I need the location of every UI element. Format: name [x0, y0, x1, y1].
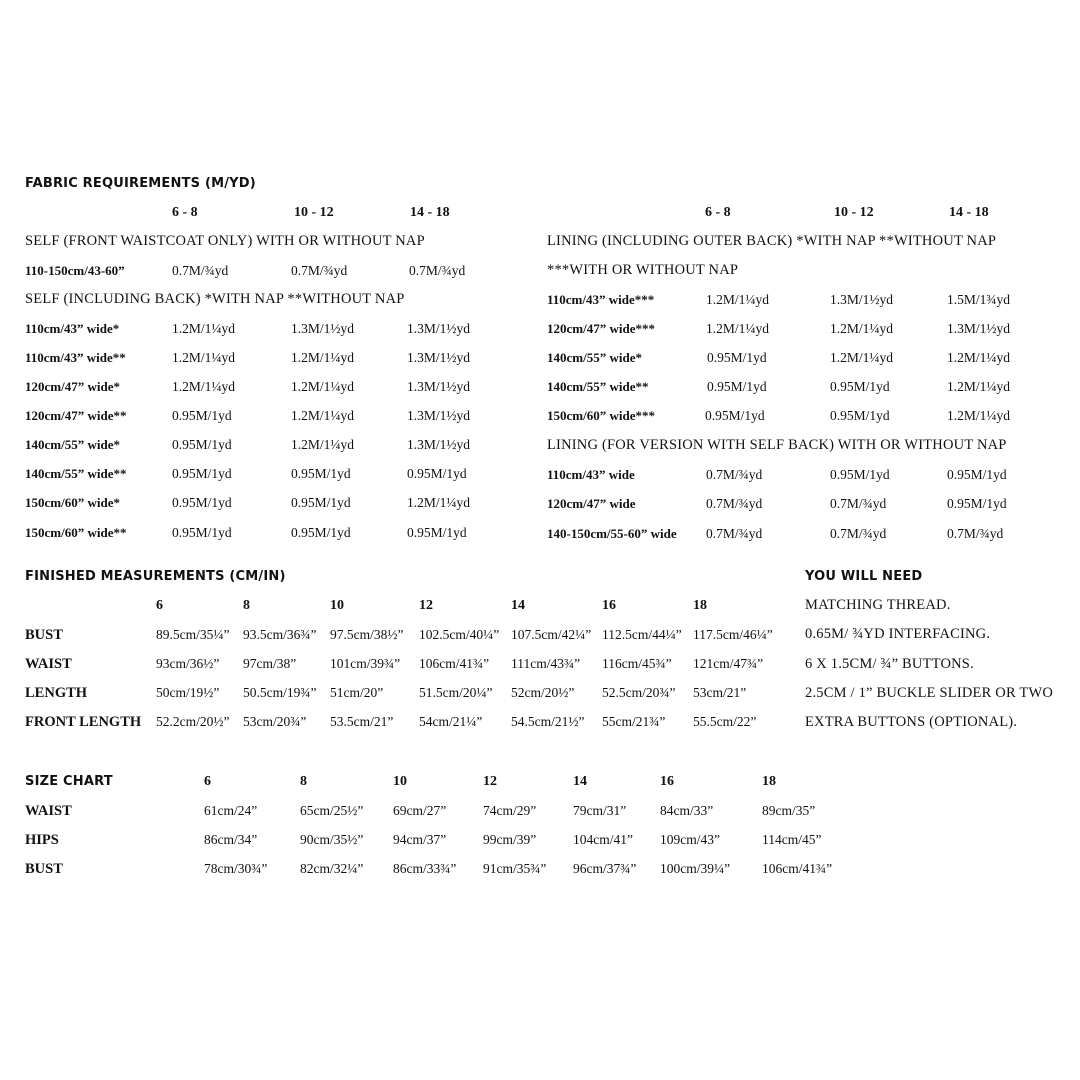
row-label: 150cm/60” wide** — [25, 525, 127, 540]
cell-value: 74cm/29” — [483, 803, 537, 818]
cell-value: 78cm/30¾” — [204, 861, 268, 876]
cell-value: 0.7M/¾yd — [172, 263, 229, 278]
cell-value: 106cm/41¾” — [419, 656, 490, 671]
row-label: 140cm/55” wide* — [25, 437, 120, 452]
finished-measurements-title: FINISHED MEASUREMENTS (CM/IN) — [25, 569, 286, 584]
cell-value: 0.7M/¾yd — [830, 526, 887, 541]
cell-value: 52.2cm/20½” — [156, 714, 230, 729]
section-caption: LINING (FOR VERSION WITH SELF BACK) WITH OR WITHOUT NAP — [547, 437, 1007, 453]
row-label: 120cm/47” wide** — [25, 408, 127, 423]
cell-value: 1.3M/1½yd — [407, 379, 471, 394]
need-item: MATCHING THREAD. — [805, 597, 951, 613]
cell-value: 52.5cm/20¾” — [602, 685, 676, 700]
cell-value: 0.7M/¾yd — [706, 496, 763, 511]
row-label: 110cm/43” wide — [547, 467, 635, 482]
need-item: EXTRA BUTTONS (OPTIONAL). — [805, 714, 1018, 730]
cell-value: 0.95M/1yd — [707, 350, 767, 365]
cell-value: 93.5cm/36¾” — [243, 627, 317, 642]
size-header: 6 - 8 — [172, 205, 198, 220]
section-caption: LINING (INCLUDING OUTER BACK) *WITH NAP **WITHOUT NAP — [547, 233, 997, 249]
need-item: 6 X 1.5CM/ ¾” BUTTONS. — [805, 656, 974, 672]
cell-value: 0.95M/1yd — [830, 379, 890, 394]
row-label: 140cm/55” wide* — [547, 350, 642, 365]
cell-value: 55.5cm/22” — [693, 714, 757, 729]
cell-value: 90cm/35½” — [300, 832, 364, 847]
cell-value: 1.2M/1¼yd — [172, 350, 236, 365]
row-label: 150cm/60” wide*** — [547, 408, 655, 423]
cell-value: 1.2M/1¼yd — [830, 321, 894, 336]
cell-value: 107.5cm/42¼” — [511, 627, 592, 642]
cell-value: 100cm/39¼” — [660, 861, 731, 876]
cell-value: 89cm/35” — [762, 803, 816, 818]
row-label: BUST — [25, 627, 63, 643]
cell-value: 50cm/19½” — [156, 685, 220, 700]
cell-value: 0.95M/1yd — [947, 496, 1007, 511]
cell-value: 121cm/47¾” — [693, 656, 764, 671]
size-header: 6 — [204, 774, 211, 789]
row-label: HIPS — [25, 832, 59, 848]
cell-value: 0.95M/1yd — [172, 525, 232, 540]
cell-value: 69cm/27” — [393, 803, 447, 818]
row-label: 110cm/43” wide* — [25, 321, 120, 336]
cell-value: 1.2M/1¼yd — [291, 350, 355, 365]
you-will-need-title: YOU WILL NEED — [805, 569, 923, 584]
size-header: 14 - 18 — [410, 205, 450, 220]
cell-value: 0.95M/1yd — [830, 467, 890, 482]
cell-value: 86cm/33¾” — [393, 861, 457, 876]
cell-value: 0.95M/1yd — [705, 408, 765, 423]
cell-value: 0.95M/1yd — [291, 525, 351, 540]
cell-value: 1.5M/1¾yd — [947, 292, 1011, 307]
size-header: 14 — [573, 774, 587, 789]
cell-value: 0.95M/1yd — [291, 495, 351, 510]
cell-value: 104cm/41” — [573, 832, 633, 847]
size-header: 12 — [419, 598, 433, 613]
cell-value: 102.5cm/40¼” — [419, 627, 500, 642]
cell-value: 0.95M/1yd — [947, 467, 1007, 482]
row-label: 110cm/43” wide** — [25, 350, 126, 365]
cell-value: 106cm/41¾” — [762, 861, 833, 876]
cell-value: 0.95M/1yd — [172, 466, 232, 481]
size-header: 14 - 18 — [949, 205, 989, 220]
cell-value: 55cm/21¾” — [602, 714, 666, 729]
row-label: 120cm/47” wide*** — [547, 321, 655, 336]
cell-value: 1.3M/1½yd — [407, 408, 471, 423]
cell-value: 54cm/21¼” — [419, 714, 483, 729]
row-label: LENGTH — [25, 685, 88, 701]
cell-value: 0.95M/1yd — [707, 379, 767, 394]
row-label: 140-150cm/55-60” wide — [547, 526, 677, 541]
size-header: 12 — [483, 774, 497, 789]
row-label: 140cm/55” wide** — [25, 466, 127, 481]
need-item: 2.5CM / 1” BUCKLE SLIDER OR TWO — [805, 685, 1053, 701]
cell-value: 50.5cm/19¾” — [243, 685, 317, 700]
cell-value: 1.3M/1½yd — [407, 437, 471, 452]
cell-value: 91cm/35¾” — [483, 861, 547, 876]
size-header: 8 — [300, 774, 307, 789]
cell-value: 0.95M/1yd — [830, 408, 890, 423]
cell-value: 0.95M/1yd — [172, 495, 232, 510]
cell-value: 51.5cm/20¼” — [419, 685, 493, 700]
cell-value: 53cm/21” — [693, 685, 747, 700]
cell-value: 79cm/31” — [573, 803, 627, 818]
size-header: 18 — [762, 774, 776, 789]
cell-value: 1.3M/1½yd — [830, 292, 894, 307]
cell-value: 1.2M/1¼yd — [407, 495, 471, 510]
cell-value: 1.2M/1¼yd — [947, 350, 1011, 365]
cell-value: 1.3M/1½yd — [407, 350, 471, 365]
cell-value: 51cm/20” — [330, 685, 384, 700]
size-header: 6 - 8 — [705, 205, 731, 220]
cell-value: 61cm/24” — [204, 803, 258, 818]
row-label: 110-150cm/43-60” — [25, 263, 125, 278]
row-label: 110cm/43” wide*** — [547, 292, 655, 307]
size-header: 16 — [602, 598, 616, 613]
size-header: 14 — [511, 598, 525, 613]
cell-value: 89.5cm/35¼” — [156, 627, 230, 642]
cell-value: 0.7M/¾yd — [830, 496, 887, 511]
cell-value: 1.2M/1¼yd — [291, 437, 355, 452]
cell-value: 82cm/32¼” — [300, 861, 364, 876]
need-item: 0.65M/ ¾YD INTERFACING. — [805, 626, 991, 642]
cell-value: 53.5cm/21” — [330, 714, 394, 729]
cell-value: 97cm/38” — [243, 656, 297, 671]
size-header: 8 — [243, 598, 250, 613]
size-header: 10 — [330, 598, 344, 613]
cell-value: 114cm/45” — [762, 832, 822, 847]
cell-value: 0.95M/1yd — [407, 466, 467, 481]
section-caption: SELF (FRONT WAISTCOAT ONLY) WITH OR WITHOUT NAP — [25, 233, 425, 249]
section-caption: SELF (INCLUDING BACK) *WITH NAP **WITHOUT NAP — [25, 291, 405, 307]
cell-value: 0.7M/¾yd — [409, 263, 466, 278]
size-header: 18 — [693, 598, 707, 613]
row-label: 120cm/47” wide* — [25, 379, 120, 394]
size-header: 10 - 12 — [294, 205, 334, 220]
cell-value: 1.2M/1¼yd — [172, 321, 236, 336]
cell-value: 1.2M/1¼yd — [291, 408, 355, 423]
cell-value: 111cm/43¾” — [511, 656, 581, 671]
cell-value: 86cm/34” — [204, 832, 258, 847]
cell-value: 116cm/45¾” — [602, 656, 672, 671]
cell-value: 1.2M/1¼yd — [706, 292, 770, 307]
row-label: 120cm/47” wide — [547, 496, 636, 511]
cell-value: 101cm/39¾” — [330, 656, 401, 671]
cell-value: 1.2M/1¼yd — [706, 321, 770, 336]
row-label: WAIST — [25, 656, 72, 672]
cell-value: 99cm/39” — [483, 832, 537, 847]
row-label: 140cm/55” wide** — [547, 379, 649, 394]
cell-value: 1.2M/1¼yd — [172, 379, 236, 394]
cell-value: 1.2M/1¼yd — [947, 379, 1011, 394]
row-label: WAIST — [25, 803, 72, 819]
size-header: 10 - 12 — [834, 205, 874, 220]
cell-value: 97.5cm/38½” — [330, 627, 404, 642]
cell-value: 0.95M/1yd — [172, 437, 232, 452]
cell-value: 93cm/36½” — [156, 656, 220, 671]
cell-value: 0.95M/1yd — [291, 466, 351, 481]
cell-value: 1.2M/1¼yd — [830, 350, 894, 365]
cell-value: 0.7M/¾yd — [291, 263, 348, 278]
cell-value: 94cm/37” — [393, 832, 447, 847]
row-label: BUST — [25, 861, 63, 877]
row-label: FRONT LENGTH — [25, 714, 142, 730]
cell-value: 0.95M/1yd — [407, 525, 467, 540]
cell-value: 65cm/25½” — [300, 803, 364, 818]
size-chart-title: SIZE CHART — [25, 774, 113, 789]
section-caption: ***WITH OR WITHOUT NAP — [547, 262, 739, 278]
cell-value: 109cm/43” — [660, 832, 720, 847]
size-header: 16 — [660, 774, 674, 789]
cell-value: 1.2M/1¼yd — [291, 379, 355, 394]
cell-value: 0.7M/¾yd — [706, 467, 763, 482]
cell-value: 52cm/20½” — [511, 685, 575, 700]
cell-value: 117.5cm/46¼” — [693, 627, 773, 642]
fabric-requirements-title: FABRIC REQUIREMENTS (M/YD) — [25, 176, 256, 191]
cell-value: 112.5cm/44¼” — [602, 627, 682, 642]
cell-value: 1.3M/1½yd — [291, 321, 355, 336]
cell-value: 1.2M/1¼yd — [947, 408, 1011, 423]
cell-value: 1.3M/1½yd — [407, 321, 471, 336]
cell-value: 0.7M/¾yd — [947, 526, 1004, 541]
size-header: 6 — [156, 598, 163, 613]
cell-value: 0.7M/¾yd — [706, 526, 763, 541]
row-label: 150cm/60” wide* — [25, 495, 120, 510]
cell-value: 0.95M/1yd — [172, 408, 232, 423]
size-header: 10 — [393, 774, 407, 789]
cell-value: 54.5cm/21½” — [511, 714, 585, 729]
cell-value: 53cm/20¾” — [243, 714, 307, 729]
cell-value: 96cm/37¾” — [573, 861, 637, 876]
cell-value: 1.3M/1½yd — [947, 321, 1011, 336]
cell-value: 84cm/33” — [660, 803, 714, 818]
